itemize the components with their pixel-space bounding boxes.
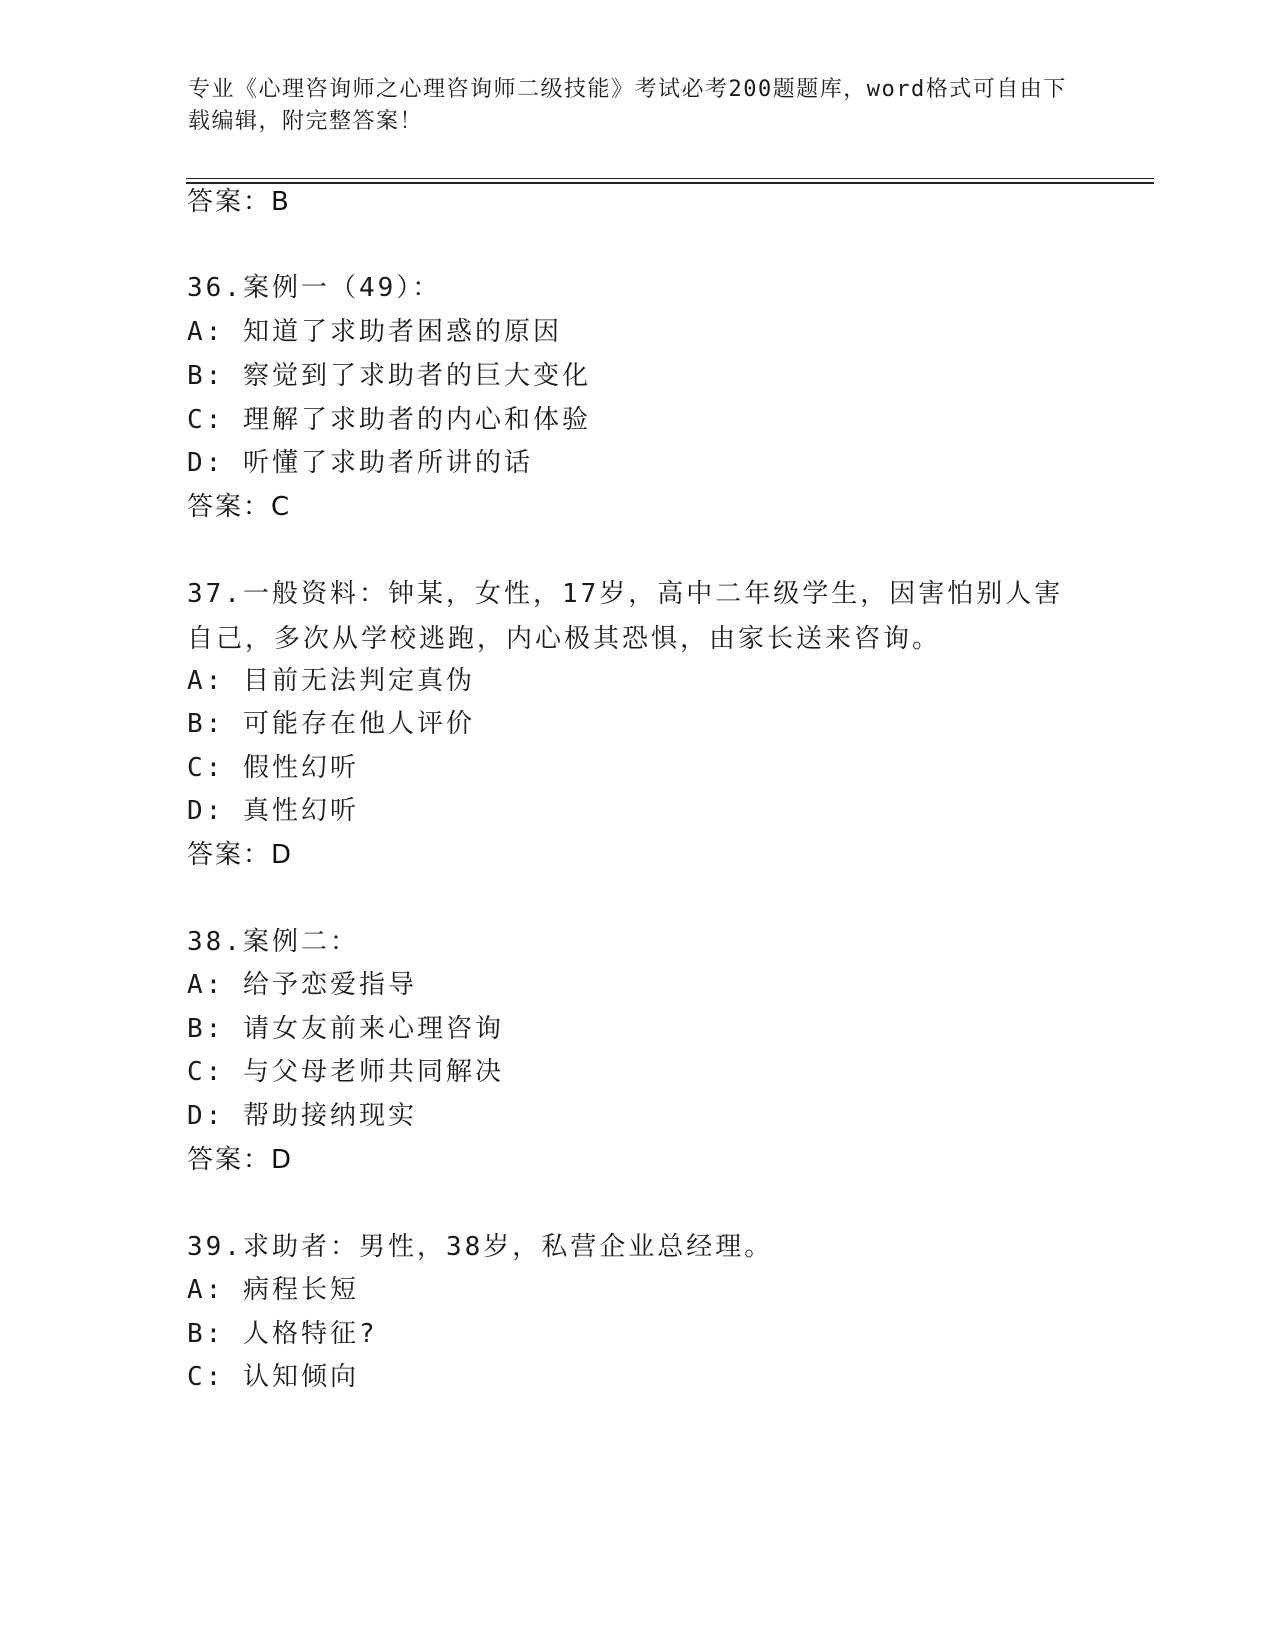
option-c: C: 假性幻听 (187, 753, 359, 783)
answer-line: 答案：D (187, 1145, 294, 1175)
option-d: D: 听懂了求助者所讲的话 (187, 448, 533, 478)
option-a: A: 病程长短 (187, 1275, 359, 1305)
option-b: B: 察觉到了求助者的巨大变化 (187, 361, 591, 391)
question-stem: 38.案例二： (187, 927, 359, 957)
header-note: 专业《心理咨询师之心理咨询师二级技能》考试必考200题题库，word格式可自由下载编辑，附完整答案！ (188, 77, 1067, 134)
answer-line: 答案：D (187, 840, 294, 870)
option-c: C: 认知倾向 (187, 1362, 359, 1392)
option-b: B: 请女友前来心理咨询 (187, 1014, 504, 1044)
option-b: B: 可能存在他人评价 (187, 709, 475, 739)
option-a: A: 目前无法判定真伪 (187, 666, 475, 696)
option-c: C: 理解了求助者的内心和体验 (187, 405, 591, 435)
question-stem: 37.一般资料：钟某，女性，17岁，高中二年级学生，因害怕别人害自己，多次从学校逃跑，内心极其恐惧，由家长送来咨询。 (187, 579, 1064, 654)
header-divider-thin (186, 178, 1154, 179)
option-d: D: 帮助接纳现实 (187, 1101, 417, 1131)
option-d: D: 真性幻听 (187, 796, 359, 826)
answer-line: 答案：C (187, 492, 292, 522)
option-c: C: 与父母老师共同解决 (187, 1057, 504, 1087)
option-b: B: 人格特征? (187, 1319, 378, 1349)
answer-line: 答案：B (187, 187, 291, 217)
question-stem: 36.案例一（49）： (187, 273, 442, 303)
question-stem: 39.求助者：男性，38岁，私营企业总经理。 (187, 1232, 774, 1262)
option-a: A: 给予恋爱指导 (187, 970, 417, 1000)
option-a: A: 知道了求助者困惑的原因 (187, 317, 562, 347)
header-divider-thick (186, 182, 1154, 184)
